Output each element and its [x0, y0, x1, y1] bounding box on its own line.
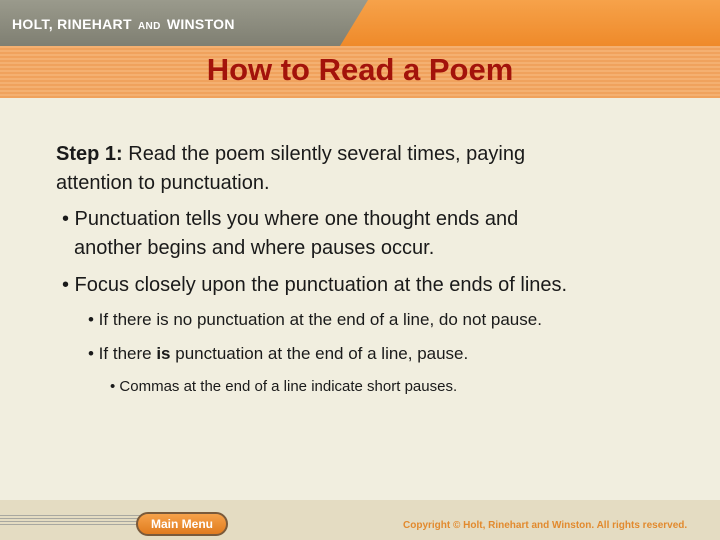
publisher-logo [12, 16, 235, 32]
copyright-text: Copyright © Holt, Rinehart and Winston. All rights reserved. [403, 520, 688, 531]
sub2-bold: is [156, 344, 171, 363]
footer-stripes [0, 515, 150, 525]
step-1-text [56, 140, 525, 198]
sub2-post: punctuation at the end of a line, pause. [170, 344, 469, 363]
sub-sub-bullet-commas: • Commas at the end of a line indicate short pauses. [110, 378, 458, 395]
sub2-pre: • If there [88, 344, 157, 363]
sub-bullet-no-punctuation: • If there is no punctuation at the end of a line, do not pause. [88, 310, 542, 329]
brand-part2: WINSTON [166, 16, 235, 32]
step-label: Step 1: [56, 143, 123, 165]
brand-part1: HOLT, RINEHART [12, 16, 132, 32]
header-bar [0, 0, 720, 46]
sub-bullet-punctuation [88, 343, 468, 365]
header-orange-tab [340, 0, 720, 46]
step-text-line1: Read the poem silently several times, paying [122, 143, 526, 165]
page-title: How to Read a Poem [206, 52, 514, 87]
step-text-line2: attention to punctuation. [56, 172, 270, 194]
bullet1-line1: • Punctuation tells you where one thought ends and [62, 208, 519, 230]
bullet1-line2: another begins and where pauses occur. [74, 237, 435, 259]
brand-and: AND [138, 21, 161, 32]
bullet-focus: • Focus closely upon the punctuation at the ends of lines. [62, 274, 568, 296]
main-menu-button[interactable]: Main Menu [136, 512, 228, 536]
bullet-punctuation [62, 205, 518, 263]
